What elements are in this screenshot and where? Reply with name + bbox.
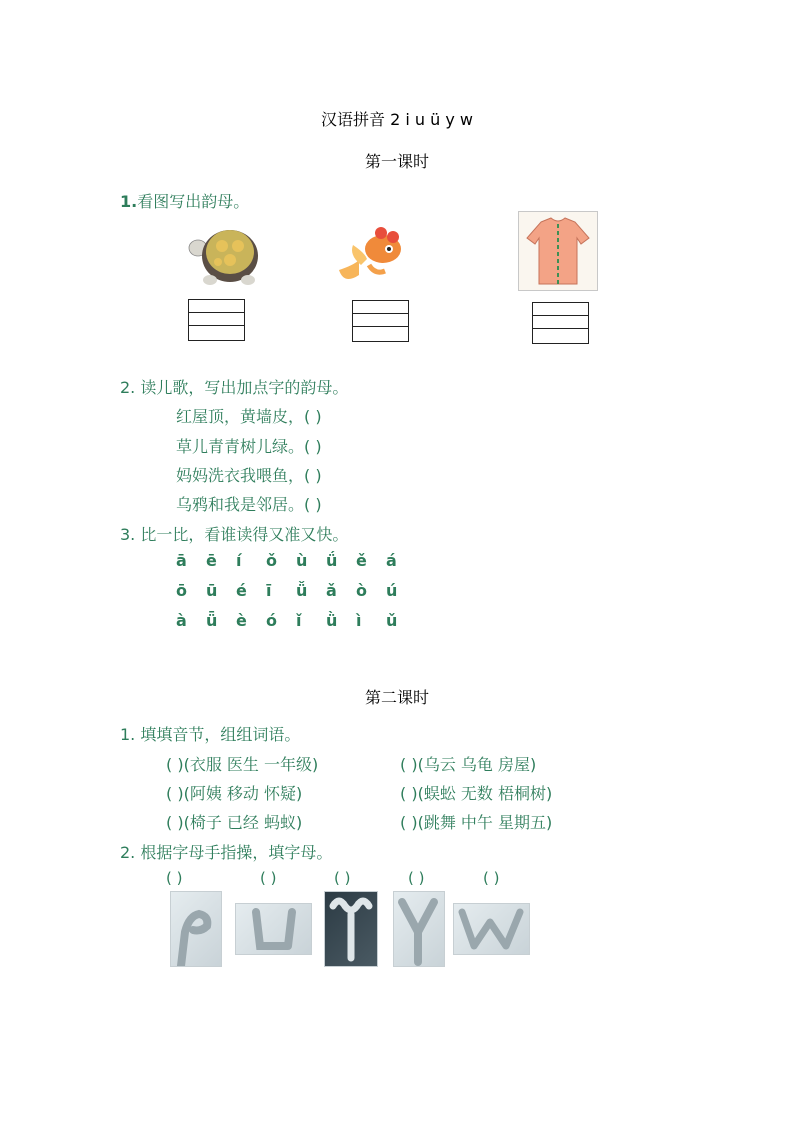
pinyin-letter: ǚ	[296, 581, 308, 600]
lesson-two-heading: 第二课时	[364, 688, 429, 707]
question-2: 2. 读儿歌，写出加点字的韵母。	[120, 378, 349, 397]
pinyin-letter: ǎ	[326, 581, 337, 600]
pinyin-letter: ā	[176, 551, 187, 570]
pinyin-letter: ě	[356, 551, 367, 570]
pinyin-letter: ǒ	[266, 551, 277, 570]
writing-grid[interactable]	[188, 299, 245, 341]
goldfish-picture	[339, 215, 411, 287]
answer-blank[interactable]: ( )	[166, 869, 183, 887]
pinyin-letter: ǐ	[296, 611, 302, 630]
pinyin-letter: ó	[266, 611, 277, 630]
lesson2-question-1: 1. 填填音节，组组词语。	[120, 725, 301, 744]
hand-gesture-picture	[324, 891, 378, 967]
rhyme-line: 红屋顶，黄墙皮，( )	[176, 407, 322, 426]
answer-blank[interactable]: ( )	[408, 869, 425, 887]
question-1-number: 1.	[120, 192, 138, 211]
question-3: 3. 比一比，看谁读得又准又快。	[120, 525, 349, 544]
lesson-one-heading: 第一课时	[364, 152, 429, 171]
syllable-row: ( )(椅子 已经 蚂蚁)	[166, 813, 303, 832]
rhyme-line: 乌鸦和我是邻居。( )	[176, 495, 322, 514]
pinyin-letter: á	[386, 551, 397, 570]
pinyin-letter: ǖ	[206, 611, 218, 630]
hand-gesture-picture	[170, 891, 222, 967]
rhyme-line: 草儿青青树儿绿。( )	[176, 437, 322, 456]
pinyin-letter: ù	[296, 551, 308, 570]
turtle-picture	[186, 218, 262, 290]
writing-grid[interactable]	[352, 300, 409, 342]
pinyin-letter: ǔ	[386, 611, 398, 630]
pinyin-letter: ò	[356, 581, 367, 600]
syllable-row: ( )(衣服 医生 一年级)	[166, 755, 319, 774]
question-1-text: 看图写出韵母。	[137, 192, 250, 211]
lesson2-question-2: 2. 根据字母手指操，填字母。	[120, 843, 333, 862]
pinyin-letter: í	[236, 551, 242, 570]
page-title: 汉语拼音 2 i u ü y w	[321, 110, 473, 129]
writing-grid[interactable]	[532, 302, 589, 344]
answer-blank[interactable]: ( )	[334, 869, 351, 887]
answer-blank[interactable]: ( )	[483, 869, 500, 887]
hand-gesture-picture	[393, 891, 445, 967]
answer-blank[interactable]: ( )	[260, 869, 277, 887]
pinyin-letter: ǘ	[326, 551, 338, 570]
hand-gesture-picture	[235, 903, 312, 955]
pinyin-letter: ú	[386, 581, 398, 600]
pinyin-letter: ì	[356, 611, 362, 630]
pinyin-letter: à	[176, 611, 187, 630]
pinyin-letter: é	[236, 581, 247, 600]
hand-gesture-picture	[453, 903, 530, 955]
question-1	[120, 189, 249, 212]
syllable-row: ( )(跳舞 中午 星期五)	[400, 813, 553, 832]
pinyin-row	[176, 551, 416, 570]
pinyin-letter: è	[236, 611, 247, 630]
shirt-picture	[518, 211, 598, 291]
pinyin-letter: ī	[266, 581, 272, 600]
rhyme-line: 妈妈洗衣我喂鱼，( )	[176, 466, 322, 485]
syllable-row: ( )(蜈蚣 无数 梧桐树)	[400, 784, 553, 803]
pinyin-letter: ū	[206, 581, 218, 600]
pinyin-letter: ē	[206, 551, 217, 570]
pinyin-row	[176, 581, 416, 600]
pinyin-row	[176, 611, 416, 630]
pinyin-letter: ǜ	[326, 611, 338, 630]
pinyin-letter: ō	[176, 581, 187, 600]
syllable-row: ( )(阿姨 移动 怀疑)	[166, 784, 303, 803]
syllable-row: ( )(乌云 乌龟 房屋)	[400, 755, 537, 774]
